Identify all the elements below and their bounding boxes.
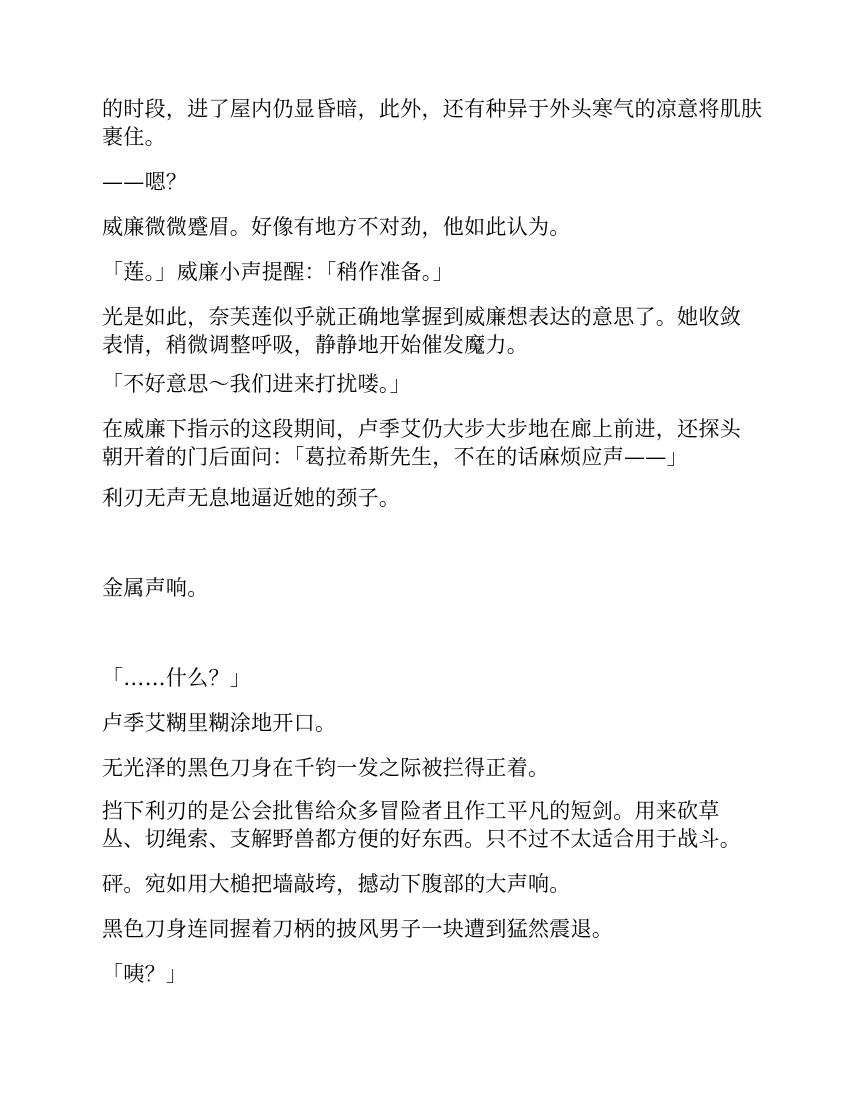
- text-line: 利刃无声无息地逼近她的颈子。: [102, 486, 401, 510]
- text-line: 朝开着的门后面问：「葛拉希斯先生，不在的话麻烦应声——」: [102, 445, 688, 469]
- text-line: 裹住。: [102, 125, 166, 149]
- text-line: 「莲。」威廉小声提醒：「稍作准备。」: [102, 260, 454, 284]
- text-line: 「……什么？」: [102, 666, 252, 690]
- text-line: 「咦？」: [102, 962, 188, 986]
- text-line: 砰。宛如用大槌把墙敲垮，撼动下腹部的大声响。: [102, 872, 571, 896]
- text-line: 丛、切绳索、支解野兽都方便的好东西。只不过不太适合用于战斗。: [102, 827, 741, 851]
- text-line: 金属声响。: [102, 576, 209, 600]
- text-line: 无光泽的黑色刀身在千钧一发之际被拦得正着。: [102, 756, 550, 780]
- text-line: 表情，稍微调整呼吸，静静地开始催发魔力。: [102, 333, 528, 357]
- text-line: 在威廉下指示的这段期间，卢季艾仍大步大步地在廊上前进，还探头: [102, 417, 741, 441]
- text-line: 「不好意思～我们进来打扰喽。」: [102, 372, 411, 396]
- text-line: ——嗯？: [102, 170, 188, 194]
- text-line: 光是如此，奈芙莲似乎就正确地掌握到威廉想表达的意思了。她收敛: [102, 305, 741, 329]
- text-line: 卢季艾糊里糊涂地开口。: [102, 711, 337, 735]
- text-line: 黑色刀身连同握着刀柄的披风男子一块遭到猛然震退。: [102, 917, 614, 941]
- text-line: 威廉微微蹙眉。好像有地方不对劲，他如此认为。: [102, 215, 571, 239]
- text-line: 挡下利刃的是公会批售给众多冒险者且作工平凡的短剑。用来砍草: [102, 799, 720, 823]
- text-line: 的时段，进了屋内仍显昏暗，此外，还有种异于外头寒气的凉意将肌肤: [102, 97, 763, 121]
